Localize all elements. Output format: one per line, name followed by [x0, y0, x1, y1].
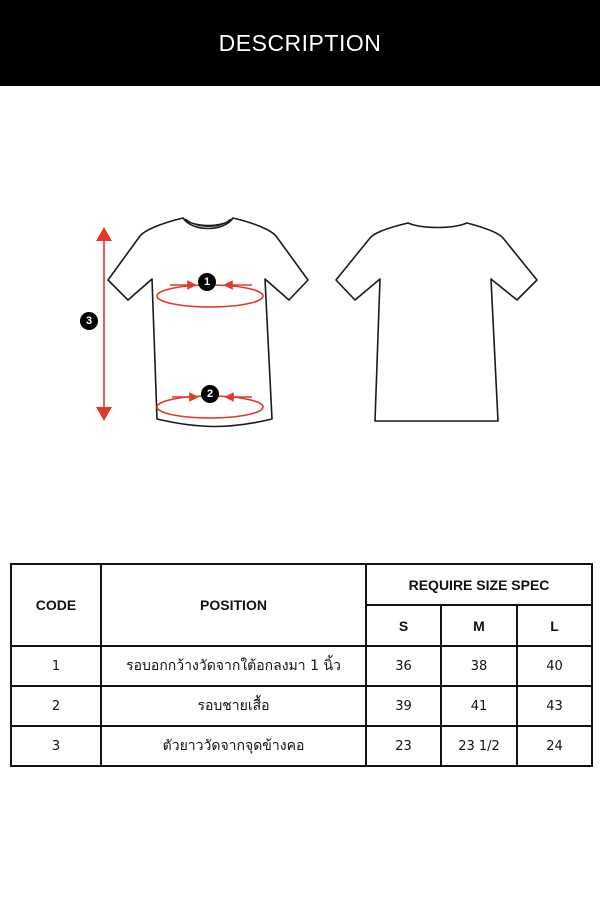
header-bar — [0, 0, 600, 86]
size-spec-header: REQUIRE SIZE SPEC — [366, 564, 592, 605]
code-header: CODE — [11, 564, 101, 646]
row-value-m: 38 — [441, 646, 517, 686]
row-value-s: 36 — [366, 646, 441, 686]
size-m-header: M — [441, 605, 517, 646]
row-value-m: 23 1/2 — [441, 726, 517, 766]
table-header-row — [11, 564, 592, 605]
size-diagram — [0, 86, 600, 536]
table-row — [11, 686, 592, 726]
page-title: DESCRIPTION — [218, 29, 382, 56]
row-code: 2 — [11, 686, 101, 726]
table-row — [11, 646, 592, 686]
row-position: ตัวยาววัดจากจุดข้างคอ — [101, 726, 366, 766]
marker-3-label: 3 — [85, 315, 93, 327]
marker-2-label: 2 — [206, 388, 214, 400]
row-code: 1 — [11, 646, 101, 686]
row-position: รอบชายเสื้อ — [101, 686, 366, 726]
row-value-s: 39 — [366, 686, 441, 726]
table-row — [11, 726, 592, 766]
size-s-header: S — [366, 605, 441, 646]
row-value-l: 40 — [517, 646, 592, 686]
row-position: รอบอกกว้างวัดจากใต้อกลงมา 1 นิ้ว — [101, 646, 366, 686]
size-spec-table — [10, 563, 593, 767]
row-value-m: 41 — [441, 686, 517, 726]
back-tshirt-outline — [336, 223, 537, 421]
position-header: POSITION — [101, 564, 366, 646]
marker-1-label: 1 — [203, 276, 211, 288]
row-value-l: 43 — [517, 686, 592, 726]
row-value-l: 24 — [517, 726, 592, 766]
row-value-s: 23 — [366, 726, 441, 766]
diagram-canvas — [0, 86, 600, 536]
row-code: 3 — [11, 726, 101, 766]
size-l-header: L — [517, 605, 592, 646]
